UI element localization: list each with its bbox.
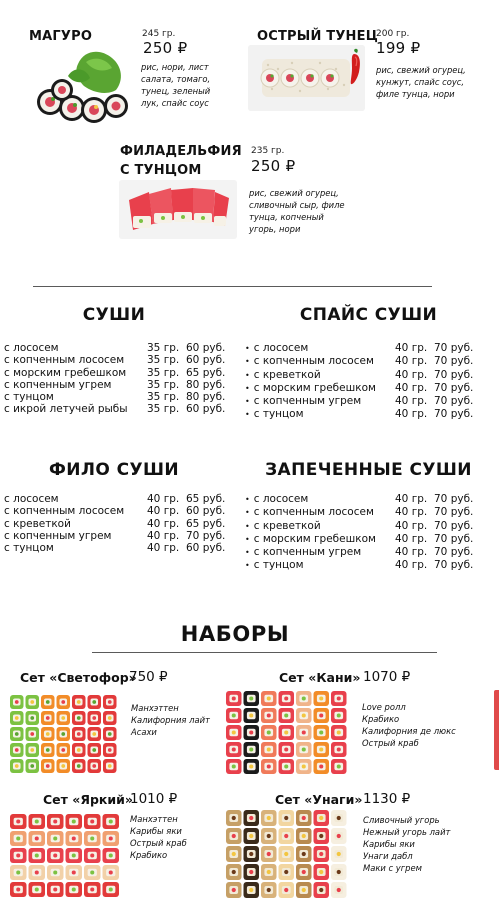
menu-item [4,379,224,391]
item-weight: 40 гр. [395,408,428,421]
set-item: Карибы яки [130,826,182,837]
section-baked-sushi [245,460,472,573]
item-name: с тунцом [4,391,54,404]
item-price: 70 руб. [434,532,474,545]
roll-weight: 245 гр. [142,29,176,39]
menu-item [245,559,472,572]
set-name: Сет «Светофор» [20,670,137,685]
item-price: 70 руб. [434,342,474,354]
menu-item [245,506,472,519]
menu-item [245,355,472,368]
item-weight: 40 гр. [395,493,428,505]
roll-photo-spicy-tuna [248,45,365,111]
item-name: с икрой летучей рыбы [4,403,128,416]
roll-price: 199 ₽ [376,39,421,57]
set-items [131,702,210,738]
featured-spicy-tuna [245,0,499,130]
item-weight: 40 гр. [147,505,180,518]
menu-list [245,342,472,422]
menu-item [245,493,472,506]
item-name: • с копченным лососем [245,506,395,519]
menu-item [245,533,472,546]
roll-name [29,27,92,46]
set-item: Манхэттен [130,814,178,824]
item-name: с копченным угрем [4,529,112,542]
menu-item [245,395,472,408]
item-price: 70 руб. [434,408,474,421]
menu-item [4,354,224,366]
roll-description [249,187,345,235]
item-price: 70 руб. [434,493,474,505]
desc-line: рис, свежий огурец, [376,65,466,75]
roll-weight: 235 гр. [251,146,285,156]
menu-item [245,342,472,355]
set-item: Острый краб [130,838,187,849]
item-price: 70 руб. [434,519,474,532]
item-name: • с копченным угрем [245,546,395,559]
item-name: с лососем [4,342,59,354]
roll-price: 250 ₽ [143,39,188,57]
menu-item [245,546,472,559]
roll-name [257,27,378,46]
item-name: • с морским гребешком [245,533,395,546]
item-weight: 40 гр. [147,529,180,542]
desc-line: тунца, копченый [249,212,324,222]
set-price: 750 ₽ [129,669,168,685]
item-price: 60 руб. [186,403,226,416]
item-name: • с морским гребешком [245,382,395,395]
desc-line: салата, томаго, [141,74,211,84]
item-name: • с креветкой [245,369,395,382]
item-weight: 40 гр. [395,519,428,532]
item-price: 60 руб. [186,505,226,518]
item-weight: 35 гр. [147,354,180,367]
menu-item [4,367,224,379]
item-weight: 40 гр. [395,395,428,408]
set-item: Асахи [131,727,157,738]
roll-price: 250 ₽ [251,157,296,175]
menu-list [4,493,224,554]
item-name: с морским гребешком [4,366,127,379]
item-name: • с копченным лососем [245,355,395,368]
menu-item [245,369,472,382]
featured-philadelphia-tuna [110,136,370,246]
menu-item [245,382,472,395]
set-item: Карибы яки [363,839,415,850]
set-kani [220,665,499,780]
menu-item [245,520,472,533]
set-name: Сет «Кани» [279,670,361,685]
item-weight: 40 гр. [395,355,428,368]
item-price: 60 руб. [186,542,226,555]
item-name: с креветкой [4,517,71,530]
set-item: Love ролл [362,702,406,712]
item-weight: 40 гр. [395,532,428,545]
item-price: 70 руб. [186,529,226,542]
set-name: Сет «Унаги» [275,792,363,807]
item-price: 60 руб. [186,342,226,354]
menu-item [245,408,472,421]
section-title: ЗАПЕЧЕННЫЕ СУШИ [265,460,472,480]
set-photo-partial [494,690,499,770]
menu-list [4,342,224,416]
item-name: с лососем [4,493,59,505]
item-weight: 40 гр. [395,506,428,519]
item-price: 70 руб. [434,395,474,408]
item-name: • с копченным угрем [245,395,395,408]
desc-line: лук, спайс соус [141,98,209,108]
set-svetofor [0,665,240,780]
item-name: • с лососем [245,493,395,506]
set-items [362,701,456,749]
set-item: Крабико [362,714,400,725]
roll-name-line: ОСТРЫЙ ТУНЕЦ [257,29,378,44]
item-name: с копченным лососем [4,505,125,518]
roll-photo-maguro [34,46,130,126]
roll-name [120,142,242,180]
item-price: 70 руб. [434,506,474,519]
menu-list [245,493,472,573]
menu-item [4,342,224,354]
item-price: 70 руб. [434,381,474,394]
item-weight: 35 гр. [147,391,180,404]
item-weight: 40 гр. [395,546,428,559]
item-price: 70 руб. [434,559,474,572]
set-photo-svetofor [8,693,120,777]
desc-line: филе тунца, нори [376,89,455,99]
roll-description [376,64,466,100]
item-weight: 40 гр. [147,517,180,530]
featured-maguro [0,0,250,130]
item-price: 65 руб. [186,493,226,505]
set-item: Крабико [130,850,168,861]
divider [33,286,432,287]
desc-line: тунец, зеленый [141,86,211,96]
item-name: • с тунцом [245,559,395,572]
set-photo-yarkiy [8,812,122,900]
set-unagi [220,784,499,900]
set-item: Унаги дабл [363,851,413,862]
item-name: с тунцом [4,542,54,555]
roll-name-line: С ТУНЦОМ [120,163,202,178]
set-item: Манхэттен [131,703,179,713]
desc-line: кунжут, спайс соус, [376,77,465,87]
item-weight: 40 гр. [147,542,180,555]
menu-item [4,518,224,530]
sets-title: НАБОРЫ [180,622,290,646]
menu-item [4,493,224,505]
set-photo-kani [224,689,350,779]
item-name: с копченным лососем [4,354,125,367]
item-price: 65 руб. [186,366,226,379]
set-yarkiy [0,784,240,900]
desc-line: угорь, нори [249,224,301,234]
desc-line: рис, нори, лист [141,62,209,72]
set-name: Сет «Яркий» [43,792,133,807]
set-price: 1130 ₽ [363,791,411,807]
desc-line: сливочный сыр, филе [249,200,345,210]
set-item: Маки с угрем [363,863,422,874]
set-item: Калифорния лайт [131,715,210,726]
chili-pepper-icon [349,48,363,86]
item-price: 65 руб. [186,517,226,530]
item-weight: 35 гр. [147,403,180,416]
set-items [363,814,450,874]
desc-line: рис, свежий огурец, [249,188,339,198]
menu-item [4,530,224,542]
section-title: СПАЙС СУШИ [299,305,438,325]
item-name: • с тунцом [245,408,395,421]
item-price: 60 руб. [186,354,226,367]
item-weight: 35 гр. [147,342,180,354]
set-photo-unagi [224,808,350,900]
section-sushi [4,305,224,416]
item-weight: 35 гр. [147,378,180,391]
menu-item [4,542,224,554]
menu-item [4,505,224,517]
roll-name-line: МАГУРО [29,29,93,44]
item-price: 70 руб. [434,546,474,559]
set-item: Нежный угорь лайт [363,827,451,838]
item-price: 80 руб. [186,378,226,391]
roll-weight: 200 гр. [376,29,410,39]
menu-item [4,403,224,415]
item-weight: 40 гр. [395,368,428,381]
item-price: 70 руб. [434,355,474,368]
item-weight: 40 гр. [395,381,428,394]
roll-photo-philadelphia-tuna [119,180,237,239]
set-item: Калифорния де люкс [362,726,456,737]
item-price: 70 руб. [434,368,474,381]
section-title: СУШИ [82,305,146,325]
item-price: 80 руб. [186,391,226,404]
set-item: Острый краб [362,738,419,749]
item-name: • с креветкой [245,520,395,533]
item-weight: 40 гр. [395,342,428,354]
set-item: Сливочный угорь [363,815,440,825]
section-spicy-sushi [245,305,472,422]
menu-item [4,391,224,403]
set-price: 1070 ₽ [363,669,411,685]
item-weight: 40 гр. [395,559,428,572]
roll-description [141,61,210,109]
section-title: ФИЛО СУШИ [49,460,179,480]
item-weight: 35 гр. [147,366,180,379]
item-weight: 40 гр. [147,493,180,505]
set-price: 1010 ₽ [130,791,178,807]
set-items [130,813,187,861]
item-name: • с лососем [245,342,395,355]
section-filo-sushi [4,460,224,554]
item-name: с копченным угрем [4,378,112,391]
divider [92,652,437,653]
roll-name-line: ФИЛАДЕЛЬФИЯ [120,144,242,159]
